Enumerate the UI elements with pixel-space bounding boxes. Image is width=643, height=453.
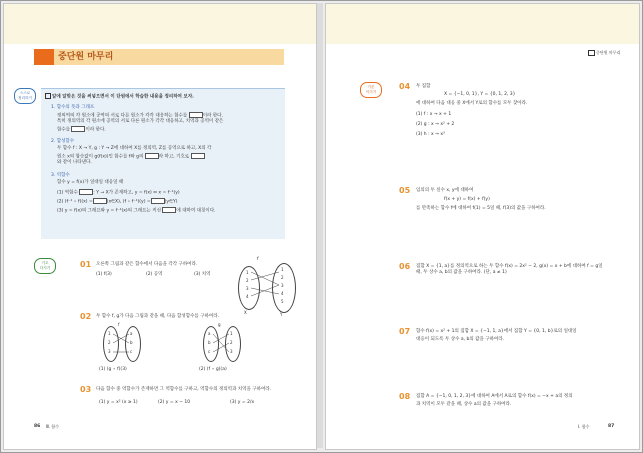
problem-part: (2) 공역 (146, 272, 163, 277)
summary-text: (y∈Y) (164, 199, 178, 205)
header-tag-label: 중단원 마무리 (596, 50, 621, 55)
problem-number: 04 (399, 82, 411, 91)
page-number: 87 (608, 424, 615, 429)
problem-text: 오른쪽 그림과 같은 함수에서 다음을 각각 구하여라. (96, 262, 198, 267)
section-title: 중단원 마무리 (58, 52, 114, 62)
problem-number: 08 (399, 392, 411, 401)
answer-blank[interactable] (151, 198, 165, 204)
problem-part: (1) f : x → x + 1 (416, 112, 452, 117)
answer-blank[interactable] (162, 207, 176, 213)
problem-number: 03 (80, 385, 92, 394)
problem-part: (1) y = x² (x ≥ 1) (99, 400, 138, 405)
set-element: 2 (230, 340, 233, 345)
summary-line: 두 함수 f : X → Y, g : Y → Z에 대하여 X를 정의역, Z를 공역으로 하고, X의 각 (57, 146, 212, 151)
set-element: 5 (281, 299, 284, 304)
problem-part: (2) y = x − 10 (158, 400, 191, 405)
set-element: a (208, 331, 211, 336)
set-element: b (130, 340, 133, 345)
summary-text: (3) y = f(x)의 그래프와 y = f⁻¹(x)의 그래프는 직선 (57, 208, 161, 214)
problem-part: (2) g : x → x² + 2 (416, 122, 455, 127)
summary-line (57, 198, 178, 205)
problem-text: 임의의 두 실수 x, y에 대하여 (416, 188, 474, 193)
problem-text: 함수 f(x) = x² + 1의 집합 X = {−1, 1, a}에서 집합 Y = {0, 1, b}로의 일대일 (416, 329, 577, 334)
left-page (3, 3, 317, 450)
problem-number: 02 (80, 312, 92, 321)
set-element: 2 (246, 278, 249, 283)
summary-tag (14, 88, 36, 104)
problem-number: 01 (80, 260, 92, 269)
summary-text: (x∈X), (f ∘ f⁻¹)(y) = (106, 199, 151, 205)
summary-text: 이라 한다. (202, 113, 223, 119)
section-title-marker (34, 49, 54, 65)
problem-text: 두 집합 (416, 84, 431, 89)
problem-number: 05 (399, 186, 411, 195)
summary-line (57, 112, 223, 119)
summary-text: 원소 x의 함숫값이 g(f(x))인 함수를 f와 g의 (57, 154, 144, 160)
set-element: 4 (246, 294, 249, 299)
summary-text: 에 대하여 대칭이다. (176, 208, 216, 214)
summary-box (41, 88, 285, 239)
problem-part: (3) h : x → x³ (416, 132, 445, 137)
set-label: X (244, 310, 247, 315)
diagram-label: g (218, 322, 221, 327)
summary-intro: 앞에 알맞은 것을 써넣으면서 이 단원에서 학습한 내용을 정리하여 보자. (52, 94, 194, 100)
problem-text: 두 함수 f, g가 다음 그림과 같을 때, 다음 합성함수를 구하여라. (96, 314, 220, 319)
set-label: Y (280, 312, 283, 317)
summary-heading-2: 2. 합성함수 (51, 139, 75, 144)
diagram-label: f (257, 257, 259, 262)
answer-blank[interactable] (145, 153, 159, 159)
set-element: 2 (281, 275, 284, 280)
set-element: c (130, 349, 133, 354)
summary-line (57, 207, 216, 214)
header-tag (588, 50, 620, 56)
problem-part: (3) 치역 (194, 272, 211, 277)
mapping-arrows (112, 331, 133, 354)
diagram-label: f (118, 322, 120, 327)
mapping-arrows (249, 269, 283, 305)
summary-line (57, 153, 205, 160)
set-element: 1 (246, 270, 249, 275)
basic-tag (34, 258, 56, 274)
set-element: 2 (108, 340, 111, 345)
problem-text: 에 대하여 다음 대응 중 X에서 Y로의 함수를 모두 찾아라. (416, 101, 528, 106)
answer-blank[interactable] (191, 153, 205, 159)
summary-line: 특히 정의역의 각 원소에 공역의 서로 다른 원소가 각각 대응하고, 치역과 공역이 같은 (57, 119, 224, 124)
basic-tag (360, 82, 382, 98)
basic-tag-label: 기본 익히기 (365, 85, 377, 94)
problem-part: (1) (g ∘ f)(3) (99, 367, 127, 372)
summary-line (57, 126, 106, 133)
summary-text: 이라 한다. (85, 127, 106, 133)
summary-heading-3: 3. 역함수 (51, 173, 70, 178)
set-element: 3 (281, 283, 284, 288)
set-element: 3 (246, 286, 249, 291)
page-header-band (326, 4, 639, 44)
set-element: 3 (230, 349, 233, 354)
problem-number: 06 (399, 262, 411, 271)
problem-formula: X = {−1, 0, 1}, Y = {0, 1, 2, 3} (444, 92, 516, 97)
problem-text: 대응이 되도록 두 상수 a, b의 값을 구하여라. (416, 337, 505, 342)
summary-text: (2) (f⁻¹ ∘ f)(x) = (57, 199, 93, 205)
basic-tag-label: 기초 다지기 (39, 261, 51, 270)
problem-text: 집합 X = {1, a}를 정의역으로 하는 두 함수 f(x) = 2x² − 2, g(x) = x + b에 대하여 f = g일 때, 두 상수 a, b의 값을 구하여라. (단, a ≠ 1) (416, 264, 603, 275)
summary-text: 라 하고, 기호로 (158, 154, 190, 160)
page-number: 86 (34, 424, 41, 429)
answer-blank[interactable] (79, 189, 93, 195)
page-gutter (317, 3, 323, 448)
right-page (325, 3, 640, 450)
set-element: c (208, 349, 211, 354)
problem-formula: f(x + y) = f(x) + f(y) (444, 197, 490, 202)
summary-heading-1: 1. 함수의 뜻과 그래프 (51, 105, 95, 110)
summary-line: 와 같이 나타낸다. (57, 160, 92, 165)
problem-text: 다음 함수 중 역함수가 존재하면 그 역함수를 구하고, 역함수의 정의역과 치역을 구하여라. (96, 387, 272, 392)
mapping-arrows (212, 332, 230, 354)
summary-tag-label: 스스로 정리하기 (18, 91, 32, 100)
page-header-band (4, 4, 316, 44)
summary-line (57, 189, 180, 196)
summary-text: 정의역의 각 원소에 공역의 서로 다른 원소가 각각 대응하는 함수를 (57, 113, 188, 119)
set-element: 4 (281, 291, 284, 296)
summary-line: 함수 y = f(x)가 일대일 대응일 때 (57, 180, 124, 185)
set-element: 1 (108, 331, 111, 336)
problem-text: 과 치역이 모두 같을 때, 상수 a의 값을 구하여라. (416, 402, 512, 407)
answer-blank[interactable] (93, 198, 107, 204)
footer-chapter: Ⅲ. 함수 (46, 424, 60, 429)
set-element: 3 (108, 349, 111, 354)
problem-text: 를 만족하는 함수 f에 대하여 f(1) = 5일 때, f(3)의 값을 구하여라. (416, 206, 546, 211)
answer-blank[interactable] (71, 126, 85, 132)
summary-intro-row (45, 93, 194, 100)
problem-text: 집합 A = {−1, 0, 1, 2, 3}에 대하여 A에서 A로의 함수 f(x) = −x + a의 정의 (416, 394, 573, 399)
summary-text: (1) 역함수 (57, 190, 78, 196)
set-element: 1 (281, 267, 284, 272)
checkbox-icon (45, 93, 51, 99)
set-element: 1 (230, 331, 233, 336)
problem-part: (1) f(3) (96, 272, 112, 277)
problem-part: (2) (f ∘ g)(a) (199, 367, 227, 372)
book-icon (588, 50, 595, 56)
footer-chapter: Ⅰ. 함수 (578, 424, 590, 429)
set-element: a (130, 331, 133, 336)
summary-text: 함수를 (57, 127, 71, 133)
problem-part: (3) y = 2/x (230, 400, 255, 405)
problem-number: 07 (399, 327, 411, 336)
answer-blank[interactable] (189, 112, 203, 118)
summary-text: : Y → X가 존재하고, y = f(x) ⇔ x = f⁻¹(y) (93, 190, 180, 196)
set-element: b (208, 340, 211, 345)
